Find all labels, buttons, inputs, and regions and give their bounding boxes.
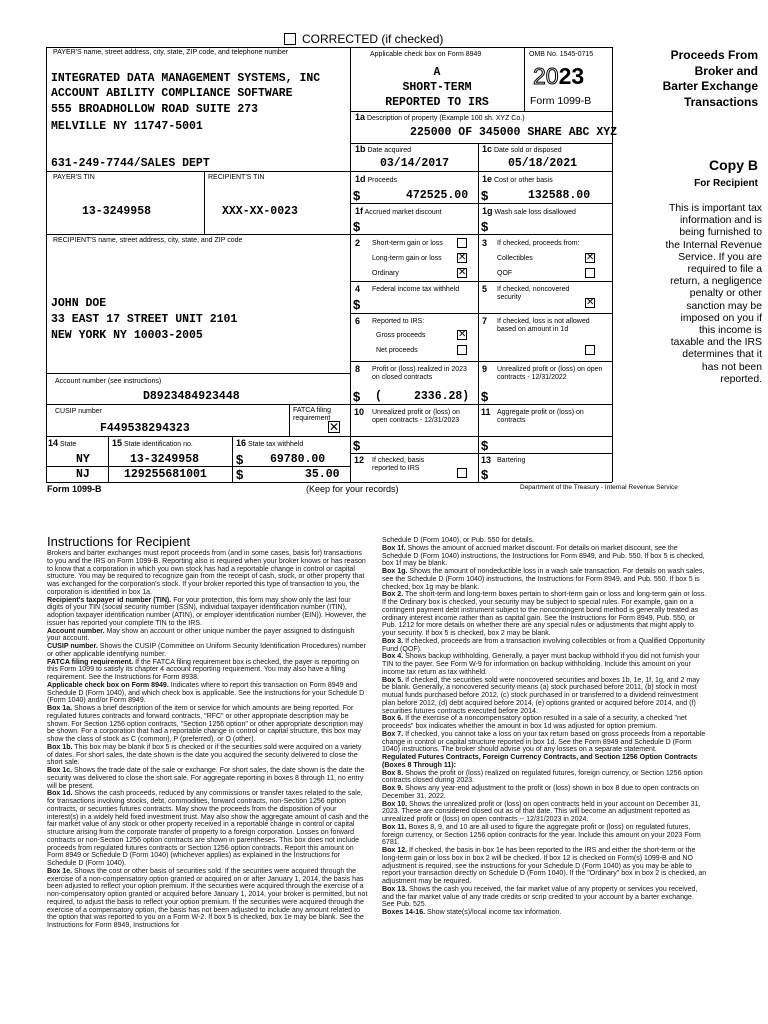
instruction-text: Shows the cash proceeds, reduced by any commissions or transfer taxes related to the sale, for transactions involving stocks, debt, commodities, forward contracts, non-Section 1256 option contracts, or securities futures contracts. May show the proceeds from the disposition of your interest(s) in a widely held fixed investment trust. May also show the aggregate amount of cash and the fair market value of any stock or other property received in a reportable change in control or capital structure arising from the corporate transfer of property to a foreign corporation. Losses on forward contracts or non-Section 1256 option contracts are shown in parentheses. This box does not include proceeds from regulated futures contracts or Section 1256 option contracts. Report this amount on Form 8949 or Schedule D (Form 1040) (whichever applies) as explained in the Instructions for Schedule D (Form 1040). — [47, 790, 369, 867]
notice-line: sanction may be — [686, 300, 762, 312]
box5-label: If checked, noncovered security — [497, 286, 570, 301]
copy-subtitle: For Recipient — [694, 178, 758, 189]
instruction-text: Shows any year-end adjustment to the profit or (loss) shown in box 8 due to open contracts on December 31, 2022. — [382, 785, 699, 800]
box15-value-1: 13-3249958 — [130, 453, 200, 466]
box2-short-checkbox[interactable] — [457, 238, 467, 248]
payer-tin-label: PAYER'S TIN — [53, 174, 95, 181]
instruction-text: Shows the cost or other basis of securities sold. If the securities were acquired through the exercise of a non-compensatory option granted or acquired on or after January 1, 2014, the basis has been adjusted to reflect your option premium. If the securities were acquired through the exercise of a non-compensatory option granted or acquired before January 1, 2014, your broker is permitted, but not required, to adjust the basis to reflect your option premium. If the securities were acquired through the exercise of a compensatory option, the basis has not been adjusted to include any amount related to the option that was reported to you on a Form W-2. If box 5 is checked, box 1e may be blank. See the Instructions for Form 8949, Instructions for — [47, 867, 368, 929]
instruction-heading: Regulated Futures Contracts, Foreign Currency Contracts, and Section 1256 Option Contracts (Boxes 8 Through 11): — [382, 754, 698, 769]
box1e-dollar: $ — [481, 188, 489, 203]
box3-collectibles-checkbox[interactable]: ✕ — [586, 252, 595, 263]
box10-dollar: $ — [353, 438, 361, 453]
cusip-label: CUSIP number — [55, 408, 102, 415]
instruction-heading: CUSIP number. — [47, 643, 98, 650]
instruction-paragraph — [47, 659, 369, 682]
instruction-text: May show an account or other unique number the payer assigned to distinguish your account. — [47, 627, 355, 643]
box7-checkbox[interactable] — [585, 345, 595, 355]
payer-line-2: ACCOUNT ABILITY COMPLIANCE SOFTWARE — [51, 87, 293, 100]
form8949-label: Applicable check box on Form 8949 — [370, 51, 482, 58]
instruction-heading: Box 2. — [382, 591, 404, 599]
instruction-heading: Box 7. — [382, 730, 404, 738]
box1e-text: Cost or other basis — [493, 177, 553, 184]
box15-num: 15 — [112, 438, 123, 448]
instruction-paragraph — [382, 886, 708, 909]
instruction-text: Shows backup withholding. Generally, a payer must backup withhold if you did not furnish your TIN to the payer. See Form W-9 for information on backup withholding. Include this amount on your income tax return as tax withheld. — [382, 653, 700, 676]
instruction-heading: Account number. — [47, 627, 105, 635]
box14-value-2: NJ — [76, 468, 90, 481]
instruction-heading: Box 12. — [382, 847, 408, 854]
instruction-paragraph — [382, 715, 708, 731]
box9-label: Unrealized profit or (loss) on open contracts - 12/31/2022 — [497, 366, 603, 381]
box1b-label — [355, 145, 411, 155]
instruction-heading: Recipient's taxpayer id number (TIN). — [47, 596, 172, 604]
notice-line: determines that it — [682, 349, 762, 361]
instruction-paragraph — [47, 643, 369, 659]
notice-line: return, a negligence — [670, 276, 762, 288]
notice-line: reported. — [720, 373, 762, 385]
box2-ordinary-label: Ordinary — [372, 270, 399, 277]
box11-num: 11 — [481, 407, 491, 417]
instruction-text: Shows the amount of nondeductible loss in a wash sale transaction. For details on wash sales, see the Schedule D (Form 1040) instructions, the Instructions for Form 8949, and Pub. 550. If box 5 is checked, box 1g may be blank. — [382, 568, 705, 591]
box15-text: State identification no. — [123, 441, 193, 448]
box1f-label — [355, 207, 442, 217]
instruction-text: If the FATCA filing requirement box is checked, the payer is reporting on this Form 1099 to satisfy its chapter 4 account reporting requirement. You may also have a filing requirement. See the Instructions for Form 8938. — [47, 658, 360, 681]
instruction-heading: FATCA filing requirement. — [47, 658, 134, 666]
copy-title: Copy B — [709, 157, 758, 173]
instruction-text: Shows a brief description of the item or service for which amounts are being reported. For regulated futures contracts and forward contracts, "RFC" or other appropriate description may be shown. For Section 1256 option contracts, "Section 1256 option" or other appropriate description may be shown. For a corporation that had a reportable change in control or capital structure, this box may show the class of stock as C (common), P (preferred), or O (other). — [47, 705, 364, 743]
title-line-4: Transactions — [683, 94, 758, 109]
tax-year-prefix: 20 — [533, 63, 559, 89]
account-label: Account number (see instructions) — [55, 378, 162, 385]
form8949-reported: REPORTED TO IRS — [385, 96, 489, 109]
box1a-text: Description of property (Example 100 sh. XYZ Co.) — [366, 115, 525, 122]
box2-ordinary-checkbox[interactable]: ✕ — [458, 267, 467, 278]
instruction-paragraph — [47, 767, 369, 790]
instruction-paragraph — [382, 770, 708, 786]
box1e-value: 132588.00 — [528, 189, 591, 202]
instruction-text: If checked, the securities sold were noncovered securities and boxes 1b, 1e, 1f, 1g, and 2 may be blank. Generally, a noncovered security means (a) stock purchased before 2011, (b) stock in most mutual funds purchased before 2012, (c) stock purchased in or transferred to a dividend reinvestment plan before 2012, (d) debt acquired before 2014, (e) options granted or acquired before 2014, and (f) securities futures contracts executed before 2014. — [382, 676, 700, 715]
box2-short-label: Short-term gain or loss — [372, 240, 443, 247]
payer-line-4: MELVILLE NY 11747-5001 — [51, 120, 203, 133]
box8-value: 2336.28) — [414, 390, 470, 403]
instructions-right-column — [382, 537, 708, 917]
notice-line: the Internal Revenue — [665, 239, 762, 251]
box11-label: Aggregate profit or (loss) on contracts — [497, 409, 584, 424]
notice-line: This is important tax — [669, 203, 762, 214]
box5-checkbox[interactable]: ✕ — [586, 297, 595, 308]
box1a-value: 225000 OF 345000 SHARE ABC XYZ — [410, 126, 618, 139]
box8-num: 8 — [355, 364, 361, 374]
payer-label: PAYER'S name, street address, city, state, ZIP code, and telephone number — [53, 49, 289, 56]
instruction-paragraph — [382, 847, 708, 886]
instruction-paragraph — [382, 545, 708, 568]
omb-number: OMB No. 1545-0715 — [529, 51, 594, 58]
notice-line: being furnished to — [679, 227, 762, 239]
box1g-label — [482, 207, 576, 217]
notice-line: taxable and the IRS — [670, 337, 762, 349]
instruction-text: The short-term and long-term boxes pertain to short-term gain or loss and long-term gain or loss. If the Ordinary box is checked, your security may be subject to special rules. For example, gain on a contingent payment debt instrument subject to the noncontingent bond method is generally treated as ordinary interest income rather than as capital gain. See the Instructions for Form 8949, Pub. 550, or Pub. 1212 for more details on whether there are any special rules or adjustments that might apply to your security. If box 5 is checked, box 2 may be blank. — [382, 591, 707, 637]
box14-num: 14 — [48, 438, 59, 448]
box1f-dollar: $ — [353, 219, 361, 234]
corrected-checkbox[interactable] — [284, 33, 296, 45]
instruction-paragraph — [47, 868, 369, 930]
instruction-paragraph — [47, 550, 369, 597]
box9-dollar: $ — [481, 389, 489, 404]
instruction-paragraph — [47, 705, 369, 744]
instruction-heading: Box 3. — [382, 637, 404, 645]
box1a-label — [355, 113, 525, 123]
payer-phone: 631-249-7744/SALES DEPT — [51, 157, 210, 170]
box1b-text: Date acquired — [367, 147, 412, 154]
recipient-tin-value: XXX-XX-0023 — [222, 205, 298, 218]
box12-checkbox[interactable] — [457, 468, 467, 478]
box2-long-label: Long-term gain or loss — [372, 255, 442, 262]
box6-label: Reported to IRS: — [372, 318, 425, 325]
box8-label: Profit or (loss) realized in 2023 on closed contracts — [372, 366, 467, 381]
box1d-dollar: $ — [353, 188, 361, 203]
instruction-paragraph — [382, 785, 708, 801]
box14-label — [48, 438, 76, 448]
instruction-text: Boxes 8, 9, and 10 are all used to figure the aggregate profit or (loss) on regulated futures, foreign currency, or Section 1256 option contracts for the year. Include this amount on your 2023 Form 6781. — [382, 823, 701, 847]
instruction-heading: Boxes 14-16. — [382, 909, 426, 916]
instruction-heading: Box 1g. — [382, 568, 408, 575]
instruction-heading: Box 11. — [382, 823, 407, 831]
box1b-value: 03/14/2017 — [380, 157, 450, 170]
instruction-text: Schedule D (Form 1040), or Pub. 550 for details. — [382, 537, 534, 544]
box1c-label — [482, 145, 562, 155]
box6-net-label: Net proceeds — [376, 347, 418, 354]
instruction-text: Shows the amount of accrued market discount. For details on market discount, see the Schedule D (Form 1040) instructions, the Instructions for Form 8949, and Pub. 550. If box 5 is checked, box 1f may be blank. — [382, 544, 705, 568]
instruction-paragraph — [47, 597, 369, 628]
instruction-paragraph — [382, 677, 708, 716]
instruction-text: If checked, the basis in box 1e has been reported to the IRS and either the short-term or the long-term gain or loss box in box 2 will be checked. If box 12 is checked on Form(s) 1099-B and NO adjustment is required, see the instructions for your Schedule D (Form 1040) as you may be able to report your transaction directly on Schedule D (Form 1040). If the "Ordinary" box in box 2 is checked, an adjustment may be required. — [382, 847, 707, 885]
box1d-num: 1d — [355, 174, 366, 184]
instruction-paragraph — [47, 744, 369, 767]
notice-line: Service. If you are — [678, 251, 762, 263]
instruction-text: If checked, you cannot take a loss on your tax return based on gross proceeds from a reportable change in control or capital structure reported in box 1d. See the Form 8949 and Schedule D (Form 1040) instructions. The broker should advise you of any losses on a separate statement. — [382, 730, 706, 754]
box1e-num: 1e — [482, 174, 493, 184]
box2-long-checkbox[interactable]: ✕ — [458, 252, 467, 263]
instruction-text: Shows the CUSIP (Committee on Uniform Security Identification Procedures) number or other applicable identifying number. — [47, 643, 366, 658]
box3-qof-label: QOF — [497, 270, 513, 277]
box1c-value: 05/18/2021 — [508, 157, 578, 170]
recipient-label: RECIPIENT'S name, street address, city, state, and ZIP code — [53, 237, 243, 244]
box3-collectibles-label: Collectibles — [497, 255, 533, 262]
box16-num: 16 — [236, 438, 247, 448]
instruction-text: For your protection, this form may show only the last four digits of your TIN (social security number (SSN), individual taxpayer identification number (ITIN), adoption taxpayer identification number (ATIN), or employer identification number (EIN)). However, the issuer has reported your complete TIN to the IRS. — [47, 596, 367, 627]
instruction-paragraph — [382, 568, 708, 591]
box13-num: 13 — [481, 455, 492, 465]
instruction-heading: Box 4. — [382, 653, 404, 661]
box1g-num: 1g — [482, 206, 493, 216]
box1c-num: 1c — [482, 144, 493, 154]
box3-qof-checkbox[interactable] — [585, 268, 595, 278]
account-value: D8923484923448 — [143, 390, 240, 403]
box12-label: If checked, basis reported to IRS — [372, 457, 425, 472]
instruction-paragraph — [382, 801, 708, 824]
box7-num: 7 — [482, 316, 488, 326]
recipient-line-2: 33 EAST 17 STREET UNIT 2101 — [51, 313, 238, 326]
box15-label — [112, 438, 193, 448]
box6-gross-label: Gross proceeds — [376, 332, 426, 339]
instruction-text: Show state(s)/local income tax information. — [425, 909, 562, 916]
instruction-heading: Box 1a. — [47, 705, 73, 712]
instruction-heading: Box 1e. — [47, 867, 73, 875]
instruction-heading: Box 10. — [382, 800, 408, 808]
recipient-line-1: JOHN DOE — [51, 297, 107, 310]
title-line-2: Broker and — [694, 63, 758, 78]
instruction-paragraph — [47, 628, 369, 644]
instruction-paragraph — [382, 824, 708, 847]
instruction-heading: Box 1d. — [47, 790, 73, 798]
instruction-heading: Box 13. — [382, 885, 408, 893]
box1e-label — [482, 175, 553, 185]
instruction-paragraph — [382, 638, 708, 654]
box3-num: 3 — [482, 238, 488, 248]
box1a-num: 1a — [355, 112, 366, 122]
box1g-text: Wash sale loss disallowed — [494, 209, 576, 216]
instruction-heading: Box 1c. — [47, 767, 73, 774]
box8-dollar: $ — [353, 389, 361, 404]
notice-line: information and is — [679, 215, 762, 227]
footer-form: Form 1099-B — [47, 484, 102, 494]
title-line-3: Barter Exchange — [662, 79, 758, 93]
box1g-dollar: $ — [481, 219, 489, 234]
copy-notice — [612, 203, 762, 386]
instruction-text: Shows the profit or (loss) realized on regulated futures, foreign currency, or Section 1256 option contracts closed during 2023. — [382, 769, 703, 785]
box2-num: 2 — [355, 238, 361, 248]
box16-value-1: 69780.00 — [270, 453, 326, 466]
fatca-label: FATCA filing requirement — [293, 407, 331, 422]
instruction-heading: Applicable check box on Form 8949. — [47, 681, 169, 689]
box14-value-1: NY — [76, 453, 90, 466]
tax-year — [533, 64, 584, 88]
box14-text: State — [59, 441, 77, 448]
corrected-header — [284, 32, 443, 46]
fatca-checkbox[interactable]: ✕ — [329, 420, 340, 434]
notice-line: imposed on you if — [680, 312, 762, 324]
box4-dollar: $ — [353, 297, 361, 312]
title-line-1: Proceeds From — [670, 48, 758, 62]
box16-text: State tax withheld — [247, 441, 304, 448]
box16-dollar-2: $ — [236, 467, 244, 482]
instruction-text: Indicates where to report this transaction on Form 8949 and Schedule D (Form 1040), and which check box is applicable. See the instructions for your Schedule D (Form 1040) and/or Form 8949. — [47, 681, 365, 705]
box1d-text: Proceeds — [367, 177, 398, 184]
recipient-line-3: NEW YORK NY 10003-2005 — [51, 329, 203, 342]
box16-dollar-1: $ — [236, 452, 244, 467]
instruction-paragraph — [382, 591, 708, 638]
form-title — [612, 48, 758, 110]
instruction-heading: Box 6. — [382, 715, 404, 723]
instruction-paragraph — [382, 537, 708, 545]
box9-num: 9 — [482, 364, 488, 374]
box3-label: If checked, proceeds from: — [497, 240, 580, 247]
instruction-text: This box may be blank if box 5 is checked or if the securities sold were acquired on a variety of dates. For short sales, the date shown is the date you acquired the security delivered to close the short sale. — [47, 743, 362, 767]
instruction-paragraph — [47, 790, 369, 868]
form8949-category: A — [433, 66, 441, 79]
box16-value-2: 35.00 — [305, 468, 340, 481]
box1c-text: Date sold or disposed — [493, 147, 562, 154]
instruction-paragraph — [382, 731, 708, 754]
box6-gross-checkbox[interactable]: ✕ — [458, 329, 467, 340]
box1d-value: 472525.00 — [406, 189, 469, 202]
instructions-title: Instructions for Recipient — [47, 534, 191, 549]
box10-num: 10 — [354, 407, 365, 417]
instruction-paragraph — [382, 909, 708, 917]
box10-label: Unrealized profit or (loss) on open contracts - 12/31/2023 — [372, 409, 460, 424]
box13-dollar: $ — [481, 467, 489, 482]
box1f-num: 1f — [355, 206, 364, 216]
box13-label: Bartering — [497, 457, 526, 464]
recipient-tin-label: RECIPIENT'S TIN — [208, 174, 265, 181]
box1b-num: 1b — [355, 144, 366, 154]
box4-num: 4 — [355, 284, 361, 294]
instruction-paragraph — [382, 754, 708, 770]
instruction-text: Shows the unrealized profit or (loss) on open contracts held in your account on December 31, 2023. These are considered closed out as of that date. This will become an adjustment reported as unrealized profit or (loss) on open contracts -- 12/31/2023 in 2024. — [382, 800, 701, 823]
cusip-value: F449538294323 — [100, 422, 190, 435]
box6-net-checkbox[interactable] — [457, 345, 467, 355]
instruction-paragraph — [47, 682, 369, 705]
footer-dept: Department of the Treasury - Internal Revenue Service — [520, 484, 678, 491]
instruction-heading: Box 1b. — [47, 743, 73, 751]
instruction-text: If checked, proceeds are from a transaction involving collectibles or from a Qualified Opportunity Fund (QOF). — [382, 637, 705, 653]
box1d-label — [355, 175, 397, 185]
instruction-paragraph — [382, 653, 708, 676]
payer-tin-value: 13-3249958 — [82, 205, 152, 218]
box15-value-2: 129255681001 — [124, 468, 207, 481]
box11-dollar: $ — [481, 438, 489, 453]
notice-line: has not been — [701, 361, 762, 373]
box7-label: If checked, loss is not allowed based on amount in 1d — [497, 318, 590, 333]
box8-paren: ( — [375, 390, 382, 403]
payer-line-3: 555 BROADHOLLOW ROAD SUITE 273 — [51, 103, 259, 116]
instructions-left-column — [47, 550, 369, 930]
payer-line-1: INTEGRATED DATA MANAGEMENT SYSTEMS, INC — [51, 72, 321, 85]
instruction-heading: Box 1f. — [382, 544, 406, 552]
form-name: Form 1099-B — [530, 95, 592, 107]
instruction-text: Shows the trade date of the sale or exchange. For short sales, the date shown is the date the security was delivered to close the short sale. For aggregate reporting in boxes 8 through 11, no entry will be present. — [47, 767, 365, 790]
box5-num: 5 — [482, 284, 488, 294]
box16-label — [236, 438, 303, 448]
form8949-term: SHORT-TERM — [402, 81, 472, 94]
instruction-text: Brokers and barter exchanges must report proceeds from (and in some cases, basis for) transactions to you and the IRS on Form 1099-B. Reporting also is required when your broker knows or has reason to know that a corporation in which you own stock has had a reportable change in control or capital structure. You may be required to recognize gain from the receipt of cash, stock, or other property that was exchanged for the corporation's stock. If your broker reported this type of transaction to you, the corporation is identified in box 1a. — [47, 550, 366, 596]
box1f-text: Accrued market discount — [364, 209, 442, 216]
instruction-heading: Box 5. — [382, 676, 404, 684]
instruction-heading: Box 9. — [382, 785, 404, 792]
instruction-heading: Box 8. — [382, 769, 404, 777]
notice-line: required to file a — [687, 264, 762, 276]
box4-label: Federal income tax withheld — [372, 286, 460, 293]
instruction-text: If the exercise of a noncompensatory option resulted in a sale of a security, a checked "net proceeds" box indicates whether the amount in box 1d was adjusted for option premium. — [382, 715, 687, 730]
tax-year-suffix: 23 — [558, 63, 585, 89]
instruction-text: Shows the cash you received, the fair market value of any property or services you received, and the fair market value of any trade credits or scrip credited to your account by a barter exchange. See Pub. 525. — [382, 885, 698, 909]
box12-num: 12 — [354, 455, 365, 465]
notice-line: penalty or other — [689, 288, 762, 300]
notice-line: this income is — [699, 325, 762, 337]
corrected-label: CORRECTED (if checked) — [302, 32, 444, 46]
footer-keep: (Keep for your records) — [306, 484, 399, 494]
box6-num: 6 — [355, 316, 361, 326]
